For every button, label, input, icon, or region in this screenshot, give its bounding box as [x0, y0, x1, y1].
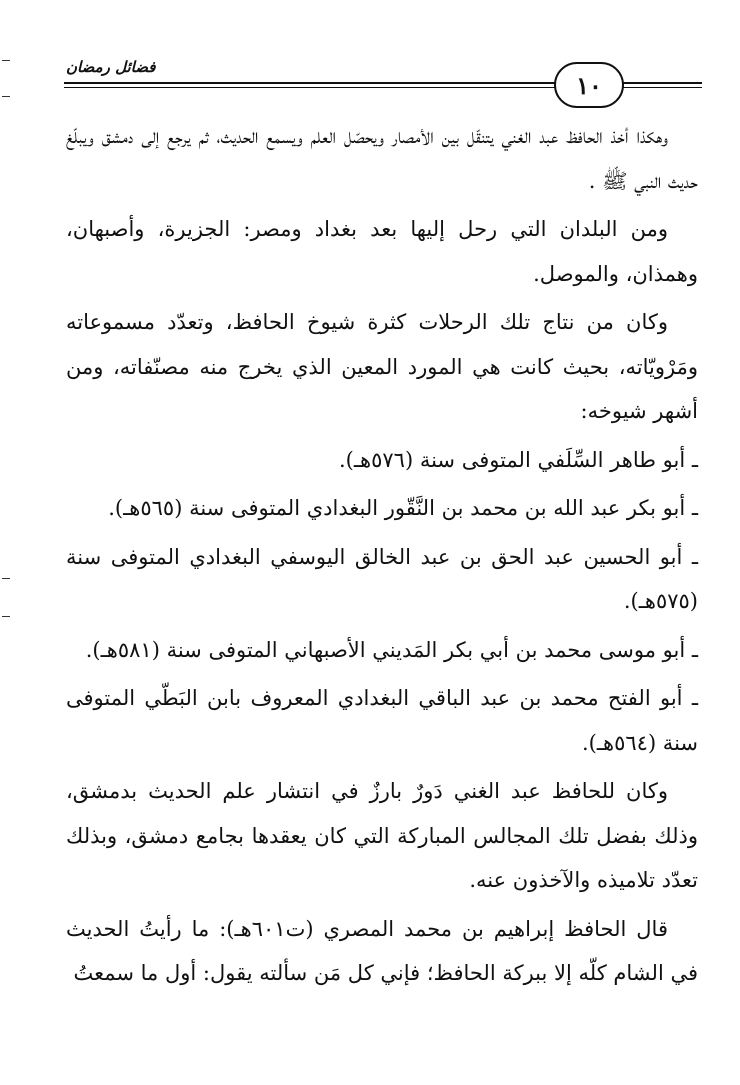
list-item-teacher: ـ أبو الحسين عبد الحق بن عبد الخالق اليوسفي البغدادي المتوفى سنة (٥٧٥هـ). [66, 544, 698, 613]
running-header [64, 52, 702, 102]
margin-mark [2, 60, 10, 61]
paragraph-damascus-role: وكان للحافظ عبد الغني دَورٌ بارزٌ في انتشار علم الحديث بدمشق، وذلك بفضل تلك المجالس المباركة التي كان يعقدها بجامع دمشق، وبذلك تعدّد تلاميذه والآخذون عنه. [66, 779, 698, 892]
list-item-teacher: ـ أبو الفتح محمد بن عبد الباقي البغدادي المعروف بابن البَطّي المتوفى سنة (٥٦٤هـ). [66, 686, 698, 755]
margin-mark [2, 578, 10, 579]
list-item-teacher: ـ أبو بكر عبد الله بن محمد بن النَّقّور البغدادي المتوفى سنة (٥٦٥هـ). [108, 496, 698, 520]
margin-mark [2, 616, 10, 617]
paragraph-travels: وهكذا أخذ الحافظ عبد الغني يتنقّل بين الأمصار ويحصّل العلم ويسمع الحديث، ثم يرجع إلى دمشق ويبلّغ حديث النبي ﷺ . [66, 124, 698, 193]
paragraph-quote: قال الحافظ إبراهيم بن محمد المصري (ت٦٠١هـ): ما رأيتُ الحديث في الشام كلّه إلا ببركة الحافظ؛ فإني كل مَن سألته يقول: أول ما سمعتُ [66, 916, 698, 985]
list-item-teacher: ـ أبو موسى محمد بن أبي بكر المَديني الأصبهاني المتوفى سنة (٥٨١هـ). [85, 637, 698, 662]
list-item-teacher: ـ أبو طاهر السِّلَفي المتوفى سنة (٥٧٦هـ). [339, 447, 698, 472]
paragraph-cities: ومن البلدان التي رحل إليها بعد بغداد ومصر: الجزيرة، وأصبهان، وهمذان، والموصل. [66, 217, 698, 286]
margin-mark [2, 96, 10, 97]
header-title: فضائل رمضان [66, 58, 156, 76]
body-text [66, 114, 698, 996]
page-number: ١٠ [554, 62, 624, 108]
paragraph-teachers-intro: وكان من نتاج تلك الرحلات كثرة شيوخ الحافظ، وتعدّد مسموعاته ومَرْويّاته، بحيث كانت هي المورد المعين الذي يخرج منه مصنّفاته، ومن أشهر شيوخه: [66, 310, 698, 423]
